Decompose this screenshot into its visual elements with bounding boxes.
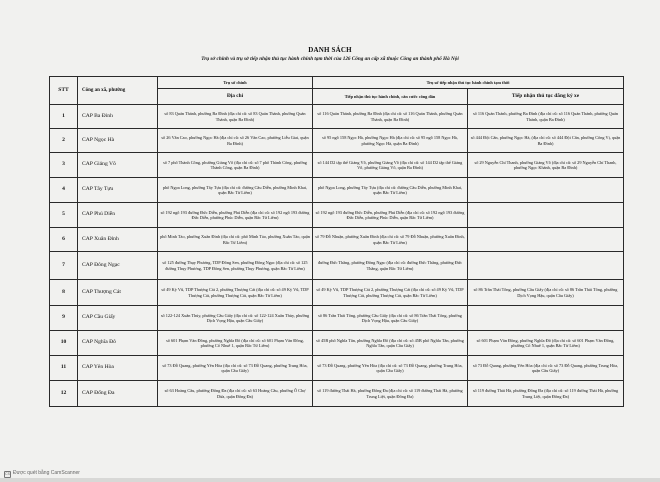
row-stt: 12 xyxy=(50,381,78,407)
header-main-office: Trụ sở chính xyxy=(158,77,313,89)
row-vehicle-address xyxy=(468,228,624,252)
camscanner-logo-icon: CS xyxy=(5,472,10,476)
row-stt: 3 xyxy=(50,153,78,178)
row-citizen-id-address: số 144 D2 tập thể Giảng Võ, phường Giảng Võ (địa chỉ cũ: số 144 D2 tập thể Giảng Võ, phường Giảng Võ, quận Ba Đình) xyxy=(313,153,468,178)
row-unit-name: CAP Đống Đa xyxy=(78,381,158,407)
row-main-address: số 63 Hoàng Cầu, phường Đống Đa (địa chỉ cũ: số 63 Hoàng Cầu, phường Ô Chợ Dừa, quận Đống Đa) xyxy=(158,381,313,407)
header-unit: Công an xã, phường xyxy=(78,77,158,105)
row-unit-name: CAP Xuân Đỉnh xyxy=(78,228,158,252)
row-citizen-id-address: số 45B phố Nghĩa Tân, phường Nghĩa Đô (địa chỉ cũ: số 45B phố Nghĩa Tân, phường Nghĩa Tân, quận Cầu Giấy) xyxy=(313,331,468,356)
row-vehicle-address: số 119 đường Thái Hà, phường Đống Đa (địa chỉ cũ: số 119 đường Thái Hà, phường Trung Liệt, quận Đống Đa) xyxy=(468,381,624,407)
row-main-address: số 192 ngõ 193 đường Đức Diễn, phường Phú Diễn (địa chỉ cũ: số 192 ngõ 193 đường Đức Diễn, phường Phúc Diễn, quận Bắc Từ Liêm) xyxy=(158,203,313,228)
row-main-address: số 125 đường Thụy Phương, TDP Đông Sen, phường Đông Ngạc (địa chỉ cũ: số 125 đường Thụy Phương, TDP Đông Sen, phường Thụy Phương, quận Bắc Từ Liêm) xyxy=(158,252,313,280)
row-stt: 10 xyxy=(50,331,78,356)
row-main-address: số 122-124 Xuân Thủy, phường Cầu Giấy (địa chỉ cũ: số 122-124 Xuân Thủy, phường Dịch Vọng Hậu, quận Cầu Giấy) xyxy=(158,306,313,331)
row-unit-name: CAP Nghĩa Đô xyxy=(78,331,158,356)
row-stt: 11 xyxy=(50,356,78,381)
row-citizen-id-address: số 116 Quán Thánh, phường Ba Đình (địa chỉ cũ: số 116 Quán Thánh, phường Quán Thánh, quận Ba Đình) xyxy=(313,105,468,129)
table-row xyxy=(50,381,624,407)
row-citizen-id-address: số 95 ngõ 158 Ngọc Hà, phường Ngọc Hà (địa chỉ cũ: số 95 ngõ 158 Ngọc Hà, phường Ngọc Hà, quận Ba Đình) xyxy=(313,129,468,153)
table-row xyxy=(50,280,624,306)
row-unit-name: CAP Thượng Cát xyxy=(78,280,158,306)
row-stt: 5 xyxy=(50,203,78,228)
scanner-watermark xyxy=(4,470,80,478)
row-main-address: số 49 Kỳ Vũ, TDP Thượng Cát 2, phường Thượng Cát (địa chỉ cũ: số 49 Kỳ Vũ, TDP Thượng Cát, phường Thượng Cát, quận Bắc Từ Liêm) xyxy=(158,280,313,306)
row-citizen-id-address: số 119 đường Thái Hà, phường Đống Đa (địa chỉ cũ: số 119 đường Thái Hà, phường Trung Liệt, quận Đống Đa) xyxy=(313,381,468,407)
row-unit-name: CAP Ba Đình xyxy=(78,105,158,129)
row-unit-name: CAP Phú Diễn xyxy=(78,203,158,228)
row-main-address: số 7 phố Thành Công, phường Giảng Võ (địa chỉ cũ: số 7 phố Thành Công, phường Thành Công, quận Ba Đình) xyxy=(158,153,313,178)
row-stt: 6 xyxy=(50,228,78,252)
row-vehicle-address xyxy=(468,252,624,280)
row-stt: 8 xyxy=(50,280,78,306)
document-subtitle: Trụ sở chính và trụ sở tiếp nhận thủ tục hành chính tạm thời của 126 Công an cấp xã thuộc Công an thành phố Hà Nội xyxy=(201,56,459,62)
table-row xyxy=(50,129,624,153)
row-stt: 9 xyxy=(50,306,78,331)
header-vehicle-registration: Tiếp nhận thủ tục đăng ký xe xyxy=(468,89,624,105)
table-row xyxy=(50,178,624,203)
row-main-address: phố Ngọa Long, phường Tây Tựu (địa chỉ cũ: đường Cầu Diễn, phường Minh Khai, quận Bắc Từ Liêm) xyxy=(158,178,313,203)
row-vehicle-address xyxy=(468,203,624,228)
row-vehicle-address: số 116 Quán Thánh, phường Ba Đình (địa chỉ cũ: số 116 Quán Thánh, phường Quán Thánh, quận Ba Đình) xyxy=(468,105,624,129)
header-citizen-id: Tiếp nhận thủ tục hành chính, căn cước công dân xyxy=(313,89,468,105)
row-citizen-id-address: số 192 ngõ 193 đường Đức Diễn, phường Phú Diễn (địa chỉ cũ: số 192 ngõ 193 đường Đức Diễn, phường Phúc Diễn, quận Bắc Từ Liêm) xyxy=(313,203,468,228)
row-unit-name: CAP Cầu Giấy xyxy=(78,306,158,331)
table-row xyxy=(50,153,624,178)
header-main-address: Địa chỉ xyxy=(158,89,313,105)
row-main-address: số 601 Phạm Văn Đồng, phường Nghĩa Đô (địa chỉ cũ: số 601 Phạm Văn Đồng, phường Cổ Nhuế 1, quận Bắc Từ Liêm) xyxy=(158,331,313,356)
row-citizen-id-address: số 79 Đỗ Nhuận, phường Xuân Đỉnh (địa chỉ cũ: số 79 Đỗ Nhuận, phường Xuân Đỉnh, quận Bắc Từ Liêm) xyxy=(313,228,468,252)
table-row xyxy=(50,356,624,381)
row-stt: 4 xyxy=(50,178,78,203)
header-temp-office: Trụ sở tiếp nhận thủ tục hành chính tạm thời xyxy=(313,77,624,89)
row-vehicle-address: số 601 Phạm Văn Đồng, phường Nghĩa Đô (địa chỉ cũ: số 601 Phạm Văn Đồng, phường Cổ Nhuế 1, quận Bắc Từ Liêm) xyxy=(468,331,624,356)
row-citizen-id-address: số 86 Trần Thái Tông, phường Cầu Giấy (địa chỉ cũ: số 86 Trần Thái Tông, phường Dịch Vọng Hậu, quận Cầu Giấy) xyxy=(313,306,468,331)
row-unit-name: CAP Yên Hòa xyxy=(78,356,158,381)
row-citizen-id-address: đường Đức Thắng, phường Đông Ngạc (địa chỉ cũ: đường Đức Thắng, phường Đức Thắng, quận Bắc Từ Liêm) xyxy=(313,252,468,280)
row-unit-name: CAP Tây Tựu xyxy=(78,178,158,203)
row-vehicle-address: số 29 Nguyễn Chí Thanh, phường Giảng Võ (địa chỉ cũ: số 29 Nguyễn Chí Thanh, phường Ngọc Khánh, quận Ba Đình) xyxy=(468,153,624,178)
row-citizen-id-address: phố Ngọa Long, phường Tây Tựu (địa chỉ cũ: đường Cầu Diễn, phường Minh Khai, quận Bắc Từ Liêm) xyxy=(313,178,468,203)
table-row xyxy=(50,203,624,228)
row-main-address: phố Minh Tảo, phường Xuân Đỉnh (địa chỉ cũ: phố Minh Tảo, phường Xuân Tảo, quận Bắc Từ Liêm) xyxy=(158,228,313,252)
row-vehicle-address: số 444 Đội Cấn, phường Ngọc Hà, (địa chỉ cũ: số 444 Đội Cấn, phường Cống Vị, quận Ba Đình) xyxy=(468,129,624,153)
row-unit-name: CAP Đông Ngạc xyxy=(78,252,158,280)
row-stt: 2 xyxy=(50,129,78,153)
row-main-address: số 26 Vân Cao, phường Ngọc Hà (địa chỉ cũ: số 26 Vân Cao, phường Liễu Giai, quận Ba Đình) xyxy=(158,129,313,153)
row-vehicle-address: số 73 Đỗ Quang, phường Yên Hòa (địa chỉ cũ: số 73 Đỗ Quang, phường Trung Hòa, quận Cầu Giấy) xyxy=(468,356,624,381)
document-title: DANH SÁCH xyxy=(308,46,352,54)
scanner-text: Được quét bằng CamScanner xyxy=(13,470,80,476)
table-row xyxy=(50,252,624,280)
row-main-address: số 83 Quán Thánh, phường Ba Đình (địa chỉ cũ: số 83 Quán Thánh, phường Quán Thánh, quận Ba Đình) xyxy=(158,105,313,129)
table-row xyxy=(50,105,624,129)
row-citizen-id-address: số 73 Đỗ Quang, phường Yên Hòa (địa chỉ cũ: số 73 Đỗ Quang, phường Trung Hòa, quận Cầu Giấy) xyxy=(313,356,468,381)
table-row xyxy=(50,228,624,252)
row-vehicle-address xyxy=(468,178,624,203)
row-stt: 7 xyxy=(50,252,78,280)
row-vehicle-address: số 86 Trần Thái Tông, phường Cầu Giấy (địa chỉ cũ: số 86 Trần Thái Tông, phường Dịch Vọng Hậu, quận Cầu Giấy) xyxy=(468,280,624,306)
row-citizen-id-address: số 49 Kỳ Vũ, TDP Thượng Cát 2, phường Thượng Cát (địa chỉ cũ: số 49 Kỳ Vũ, TDP Thượng Cát, phường Thượng Cát, quận Bắc Từ Liêm) xyxy=(313,280,468,306)
table-row xyxy=(50,331,624,356)
row-vehicle-address xyxy=(468,306,624,331)
table-body xyxy=(50,105,624,407)
page-bottom-edge xyxy=(0,478,660,482)
office-list-table xyxy=(49,76,624,407)
row-stt: 1 xyxy=(50,105,78,129)
row-unit-name: CAP Giảng Võ xyxy=(78,153,158,178)
row-main-address: số 73 Đỗ Quang, phường Yên Hòa (địa chỉ cũ: số 73 Đỗ Quang, phường Trung Hòa, quận Cầu Giấy) xyxy=(158,356,313,381)
row-unit-name: CAP Ngọc Hà xyxy=(78,129,158,153)
table-row xyxy=(50,306,624,331)
header-stt: STT xyxy=(50,77,78,105)
